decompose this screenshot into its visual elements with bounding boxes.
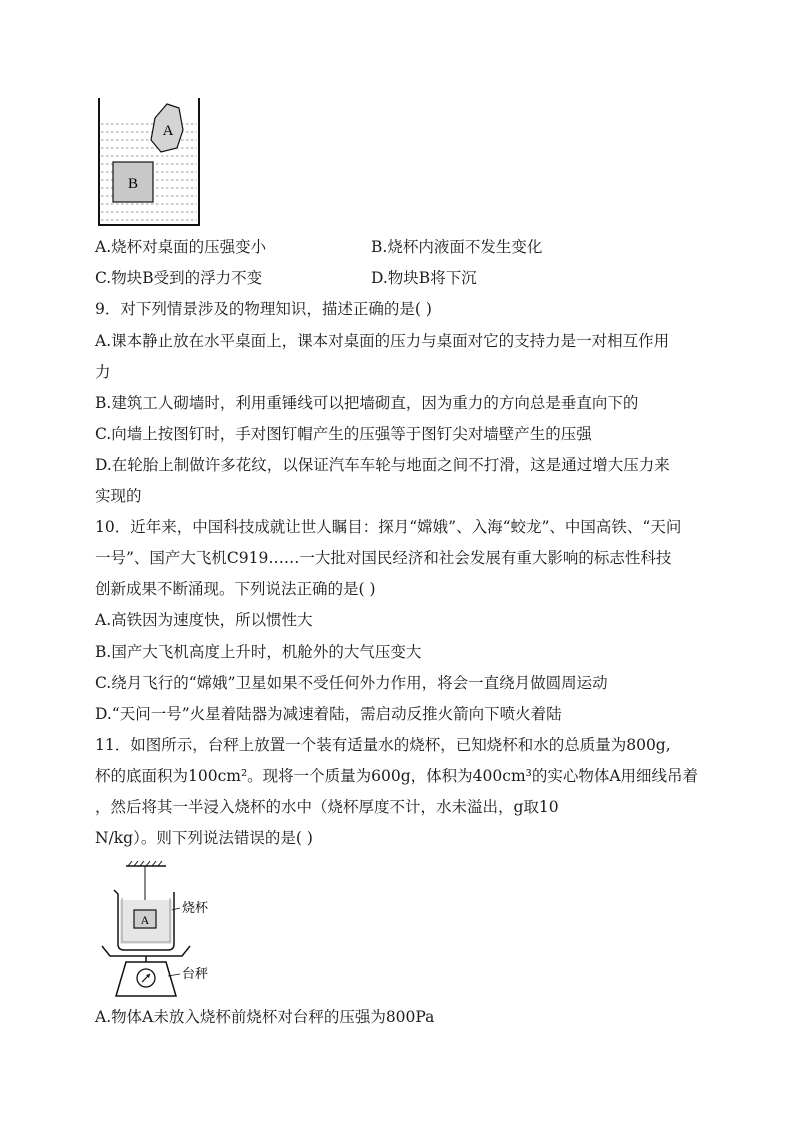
q10-option-d: D.“天问一号”火星着陆器为减速着陆，需启动反推火箭向下喷火着陆 — [95, 705, 562, 723]
q8-option-d: D.物块B将下沉 — [371, 269, 477, 287]
q10-stem-2: 一号”、国产大飞机C919……一大批对国民经济和社会发展有重大影响的标志性科技 — [95, 549, 672, 567]
q11-stem-3: ，然后将其一半浸入烧杯的水中（烧杯厚度不计，水未溢出，g取10 — [95, 798, 559, 816]
q10-stem-3: 创新成果不断涌现。下列说法正确的是( ) — [95, 580, 376, 598]
q9-option-a-cont: 力 — [95, 363, 111, 381]
q9-option-b: B.建筑工人砌墙时，利用重锤线可以把墙砌直，因为重力的方向总是垂直向下的 — [95, 394, 639, 412]
q8-option-a: A.烧杯对桌面的压强变小 — [95, 238, 267, 256]
q11-stem-4: N/kg）。则下列说法错误的是( ) — [95, 829, 313, 847]
q8-option-b: B.烧杯内液面不发生变化 — [371, 238, 543, 256]
fig2-label-a: A — [140, 913, 150, 927]
beaker-figure — [93, 96, 205, 228]
q9-option-c: C.向墙上按图钉时，手对图钉帽产生的压强等于图钉尖对墙壁产生的压强 — [95, 425, 592, 443]
q10-option-a: A.高铁因为速度快，所以惯性大 — [95, 611, 313, 629]
q9-option-d: D.在轮胎上制做许多花纹，以保证汽车车轮与地面之间不打滑，这是通过增大压力来 — [95, 456, 670, 474]
q9-option-a: A.课本静止放在水平桌面上，课本对桌面的压力与桌面对它的支持力是一对相互作用 — [95, 332, 670, 350]
q10-option-c: C.绕月飞行的“嫦娥”卫星如果不受任何外力作用，将会一直绕月做圆周运动 — [95, 674, 608, 692]
q10-stem-1: 10．近年来，中国科技成就让世人瞩目：探月“嫦娥”、入海“蛟龙”、中国高铁、“天问 — [95, 518, 682, 536]
q10-option-b: B.国产大飞机高度上升时，机舱外的大气压变大 — [95, 643, 422, 661]
scale-beaker-figure — [96, 860, 256, 1000]
label-b: B — [127, 176, 139, 192]
label-a: A — [162, 123, 174, 139]
q8-option-c: C.物块B受到的浮力不变 — [95, 269, 263, 287]
q9-stem: 9．对下列情景涉及的物理知识，描述正确的是( ) — [95, 300, 432, 318]
q11-option-a: A.物体A未放入烧杯前烧杯对台秤的压强为800Pa — [95, 1008, 435, 1026]
q9-option-d-cont: 实现的 — [95, 487, 142, 505]
fig2-label-beaker: 烧杯 — [182, 901, 209, 916]
fig2-label-scale: 台秤 — [182, 967, 209, 982]
q11-stem-2: 杯的底面积为100cm²。现将一个质量为600g，体积为400cm³的实心物体A用细线吊着 — [95, 767, 699, 785]
q11-stem-1: 11．如图所示，台秤上放置一个装有适量水的烧杯，已知烧杯和水的总质量为800g, — [95, 736, 671, 754]
